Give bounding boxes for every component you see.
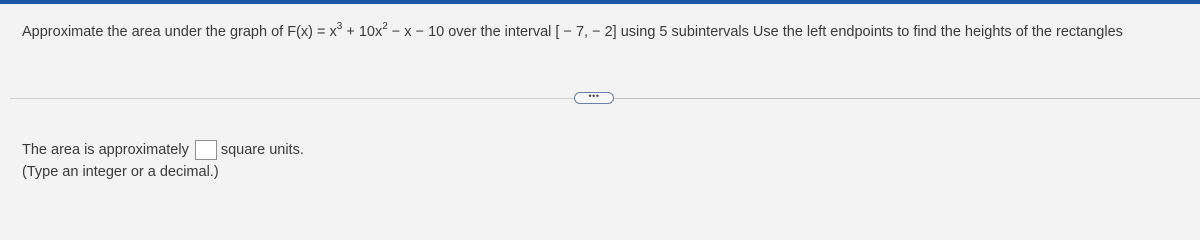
more-options-button[interactable] (574, 92, 614, 104)
area-answer-input[interactable] (195, 140, 217, 160)
question-text (22, 22, 1182, 42)
section-divider-right (615, 98, 1200, 99)
top-accent-bar (0, 0, 1200, 4)
exponent-3: 3 (336, 21, 343, 33)
answer-prefix: The area is approximately (22, 142, 189, 158)
answer-suffix: square units. (220, 142, 304, 158)
question-part-1: Approximate the area under the graph of F(x) = x (22, 24, 337, 40)
question-part-3: − x − 10 over the interval [ − 7, − 2] using 5 subintervals Use the left endpoints to find the heights of the rectangles (387, 24, 1123, 40)
answer-hint: (Type an integer or a decimal.) (22, 164, 219, 180)
answer-row (22, 140, 304, 160)
question-part-2: + 10x (342, 24, 383, 40)
exponent-2: 2 (382, 21, 388, 33)
ellipsis-icon: ••• (588, 91, 600, 101)
